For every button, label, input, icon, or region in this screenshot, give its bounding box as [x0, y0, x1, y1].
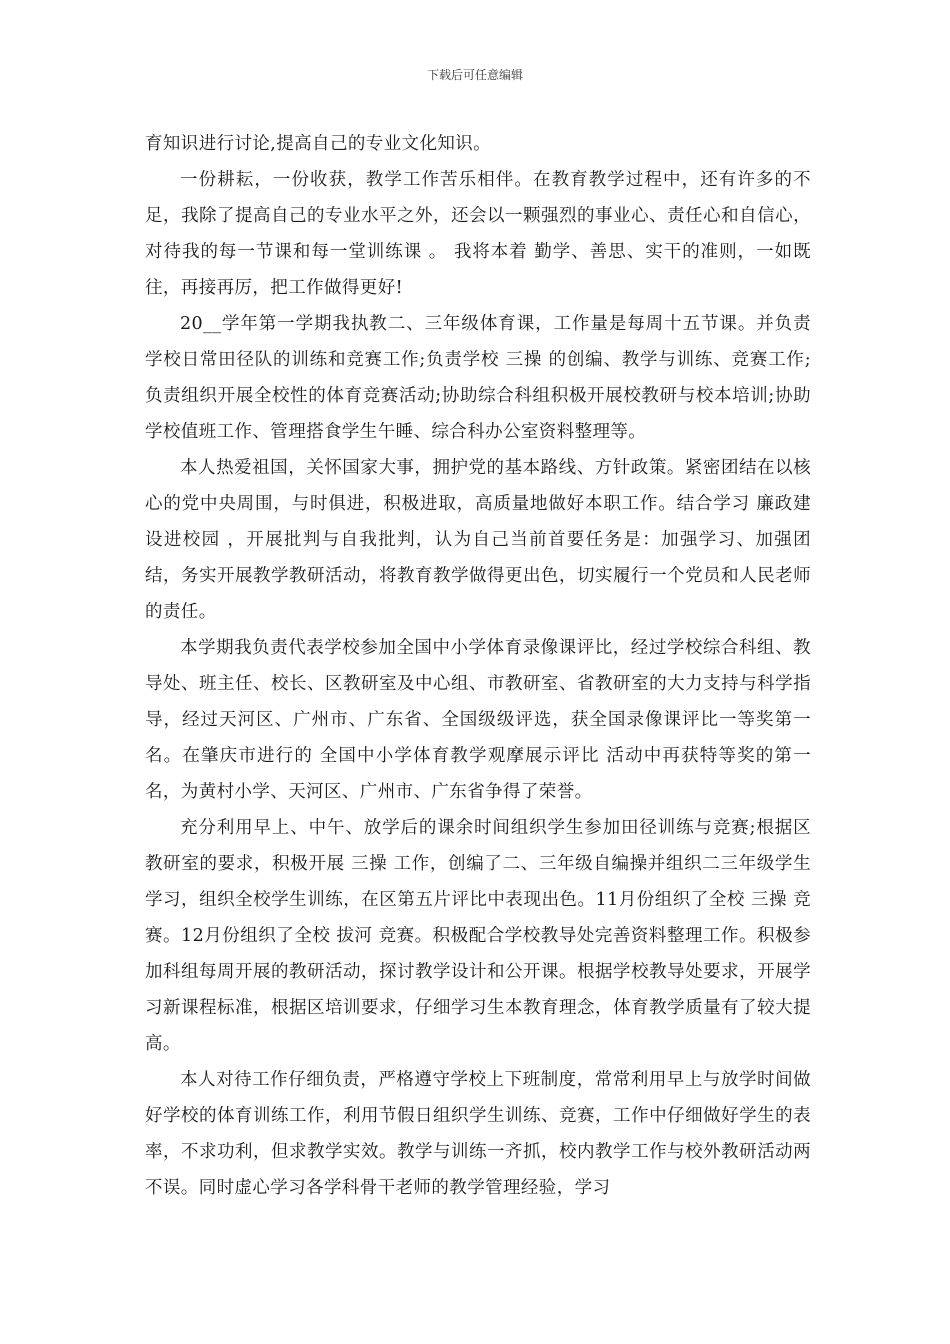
page-header-note: 下载后可任意编辑 — [426, 68, 523, 82]
paragraph-political: 本人热爱祖国，关怀国家大事，拥护党的基本路线、方针政策。紧密团结在以核心的党中央周围，与时俱进，积极进取，高质量地做好本职工作。结合学习 廉政建设进校园 ，开展批判与自我批判，认为自己当前首要任务是：加强学习、加强团结，务实开展教学教研活动，将教育教学做得更出色，切实履行一个党员和人民老师的责任。 — [145, 458, 811, 622]
paragraph-summary: 一份耕耘，一份收获，教学工作苦乐相伴。在教育教学过程中，还有许多的不足，我除了提高自己的专业水平之外，还会以一颗强烈的事业心、责任心和自信心，对待我的每一节课和每一堂训练课 。 我将本着 勤学、善思、实干的准则，一如既往，再接再厉，把工作做得更好! — [145, 170, 811, 298]
paragraph-attitude: 本人对待工作仔细负责，严格遵守学校上下班制度，常常利用早上与放学时间做好学校的体育训练工作，利用节假日组织学生训练、竞赛，工作中仔细做好学生的表率，不求功利，但求教学实效。教学与训练一齐抓，校内教学工作与校外教研活动两不误。同时虚心学习各学科骨干老师的教学管理经验，学习 — [145, 1070, 811, 1198]
paragraph-award: 本学期我负责代表学校参加全国中小学体育录像课评比，经过学校综合科组、教导处、班主任、校长、区教研室及中心组、市教研室、省教研室的大力支持与科学指导，经过天河区、广州市、广东省、全国级级评选，获全国录像课评比一等奖第一名。在肇庆市进行的 全国中小学体育教学观摩展示评比 活动中再获特等奖的第一名，为黄村小学、天河区、广州市、广东省争得了荣誉。 — [145, 638, 811, 802]
paragraph-continuation: 育知识进行讨论,提高自己的专业文化知识。 — [145, 134, 492, 154]
document-body — [145, 126, 811, 1206]
paragraph-workload: 20__学年第一学期我执教二、三年级体育课，工作量是每周十五节课。并负责学校日常田径队的训练和竞赛工作;负责学校 三操 的创编、教学与训练、竞赛工作;负责组织开展全校性的体育竞赛活动;协助综合科组积极开展校教研与校本培训;协助学校值班工作、管理搭食学生午睡、综合科办公室资料整理等。 — [145, 314, 811, 442]
paragraph-training: 充分利用早上、中午、放学后的课余时间组织学生参加田径训练与竞赛;根据区教研室的要求，积极开展 三操 工作，创编了二、三年级自编操并组织二三年级学生学习，组织全校学生训练，在区第五片评比中表现出色。11月份组织了全校 三操 竞赛。12月份组织了全校 拔河 竞赛。积极配合学校教导处完善资料整理工作。积极参加科组每周开展的教研活动，探讨教学设计和公开课。根据学校教导处要求，开展学习新课程标准，根据区培训要求，仔细学习生本教育理念，体育教学质量有了较大提高。 — [145, 818, 811, 1054]
